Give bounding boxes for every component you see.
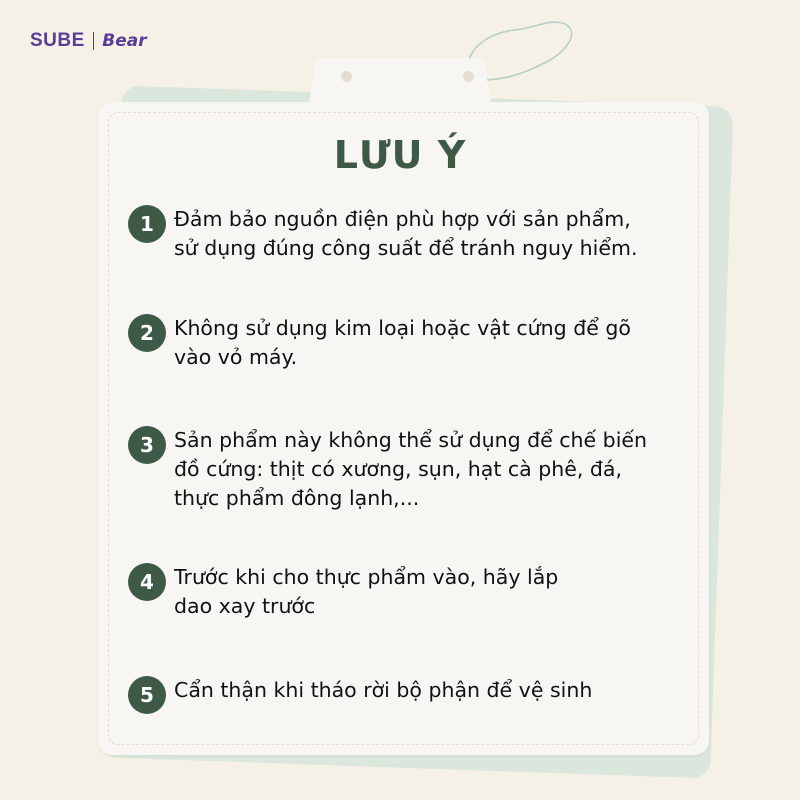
list-item xyxy=(128,426,698,513)
page-title: LƯU Ý xyxy=(333,133,467,177)
bear-logo: Bear xyxy=(102,31,147,51)
number-badge: 2 xyxy=(128,314,166,352)
number-badge: 4 xyxy=(128,563,166,601)
list-item xyxy=(128,314,698,372)
number-badge: 3 xyxy=(128,426,166,464)
list-item-text: Sản phẩm này không thể sử dụng để chế biến đồ cứng: thịt có xương, sụn, hạt cà phê, đá, thực phẩm đông lạnh,... xyxy=(174,428,647,510)
list-item xyxy=(128,205,698,263)
brand-divider xyxy=(93,32,95,50)
list-item-text: Cẩn thận khi tháo rời bộ phận để vệ sinh xyxy=(174,678,593,702)
list-item xyxy=(128,676,698,714)
number-badge: 1 xyxy=(128,205,166,243)
number-badge: 5 xyxy=(128,676,166,714)
tab-hole-left xyxy=(341,71,352,82)
tab-hole-right xyxy=(463,71,474,82)
list-item-text: Không sử dụng kim loại hoặc vật cứng để gõ vào vỏ máy. xyxy=(174,316,631,369)
brand-logo xyxy=(30,29,147,53)
list-item-text: Trước khi cho thực phẩm vào, hãy lắp dao xay trước xyxy=(174,565,559,618)
sube-logo: SUBE xyxy=(30,30,85,51)
list-item xyxy=(128,563,698,621)
list-item-text: Đảm bảo nguồn điện phù hợp với sản phẩm, sử dụng đúng công suất để tránh nguy hiểm. xyxy=(174,207,638,260)
